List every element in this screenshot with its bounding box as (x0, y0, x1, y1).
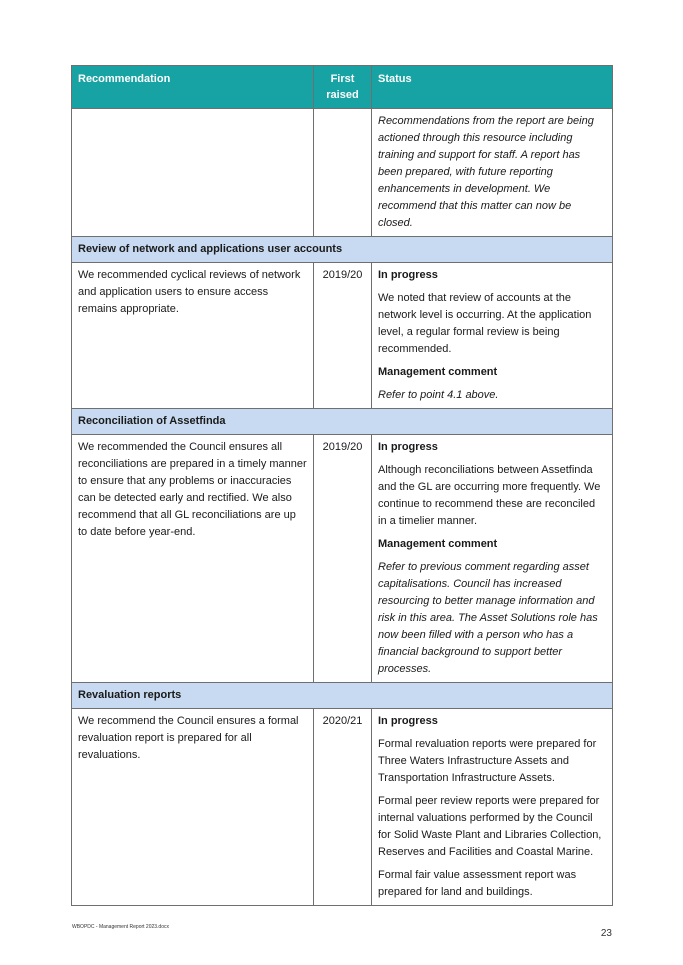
table-row (72, 263, 613, 409)
table-row-continued (72, 109, 613, 237)
status-paragraph: Although reconciliations between Assetfinda and the GL are occurring more frequently. We continue to recommend these are reconciled in a timelier manner. (378, 464, 601, 527)
section-header-row (72, 683, 613, 709)
section-header-row (72, 237, 613, 263)
page-number: 23 (600, 928, 612, 939)
management-comment-heading: Management comment (378, 366, 498, 378)
recommendation-cell: We recommended cyclical reviews of network and application users to ensure access remains appropriate. (72, 263, 314, 409)
first-raised-cell: 2019/20 (314, 263, 372, 409)
footer-document-name: WBOPDC - Management Report 2023.docx (72, 924, 169, 930)
status-paragraph: Formal fair value assessment report was prepared for land and buildings. (378, 869, 577, 898)
table-row (72, 709, 613, 906)
section-header-row (72, 409, 613, 435)
table-header-row (72, 66, 613, 109)
table-row (72, 435, 613, 683)
management-comment-text: Refer to point 4.1 above. (378, 389, 499, 401)
empty-first-raised-cell (314, 109, 372, 237)
header-status: Status (372, 66, 613, 109)
section-title: Reconciliation of Assetfinda (72, 409, 613, 435)
recommendations-table (71, 65, 613, 906)
status-paragraph: Formal peer review reports were prepared for internal valuations performed by the Council for Solid Waste Plant and Libraries Collection, Reserves and Facilities and Coastal Marine. (378, 795, 602, 858)
header-recommendation: Recommendation (72, 66, 314, 109)
header-first-raised: First raised (314, 66, 372, 109)
status-paragraph: Formal revaluation reports were prepared for Three Waters Infrastructure Assets and Transportation Infrastructure Assets. (378, 738, 597, 784)
management-comment-text: Refer to previous comment regarding asset capitalisations. Council has increased resourcing to better manage information and risk in this area. The Asset Solutions role has now been filled with a person who has a financial background to support better processes. (378, 561, 598, 675)
section-title: Review of network and applications user accounts (72, 237, 613, 263)
section-title: Revaluation reports (72, 683, 613, 709)
status-cell (372, 263, 613, 409)
empty-recommendation-cell (72, 109, 314, 237)
continued-status-cell (372, 109, 613, 237)
recommendation-cell: We recommend the Council ensures a formal revaluation report is prepared for all revaluations. (72, 709, 314, 906)
first-raised-cell: 2020/21 (314, 709, 372, 906)
status-cell (372, 709, 613, 906)
status-heading: In progress (378, 269, 438, 281)
first-raised-cell: 2019/20 (314, 435, 372, 683)
continued-status-text: Recommendations from the report are being actioned through this resource including training and support for staff. A report has been prepared, with future reporting enhancements in development. We recommend that this matter can now be closed. (378, 115, 594, 229)
recommendation-cell: We recommended the Council ensures all reconciliations are prepared in a timely manner to ensure that any problems or inaccuracies can be detected early and rectified. We also recommend that all GL reconciliations are up to date before year-end. (72, 435, 314, 683)
management-comment-heading: Management comment (378, 538, 498, 550)
status-heading: In progress (378, 715, 438, 727)
status-paragraph: We noted that review of accounts at the network level is occurring. At the application level, a regular formal review is being recommended. (378, 292, 592, 355)
status-heading: In progress (378, 441, 438, 453)
status-cell (372, 435, 613, 683)
